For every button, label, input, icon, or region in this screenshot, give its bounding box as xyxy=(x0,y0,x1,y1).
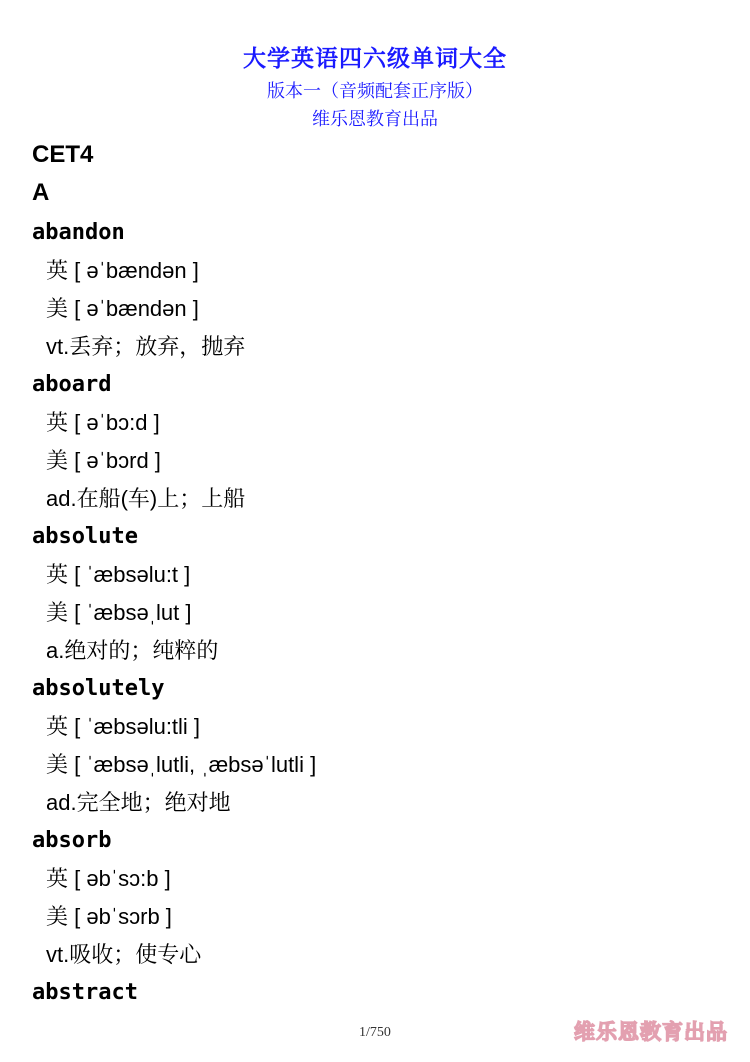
us-pronunciation: 美 [ əbˈsɔrb ] xyxy=(46,904,172,929)
definition: ad.完全地；绝对地 xyxy=(46,790,231,815)
publisher-line: 维乐恩教育出品 xyxy=(312,109,438,130)
uk-pronunciation: 英 [ əˈbɔ:d ] xyxy=(46,410,160,435)
headword: absorb xyxy=(32,828,112,853)
uk-pronunciation: 英 [ ˈæbsəlu:t ] xyxy=(46,562,191,587)
document-title: 大学英语四六级单词大全 xyxy=(243,46,507,72)
headword: abstract xyxy=(32,980,138,1005)
word-entry xyxy=(32,670,732,822)
uk-pronunciation: 英 [ əˈbændən ] xyxy=(46,258,199,283)
watermark-logo: 维乐恩教育出品 xyxy=(574,1020,728,1044)
definition: vt.丢弃；放弃，抛弃 xyxy=(46,334,246,359)
headword: absolutely xyxy=(32,676,165,701)
headword: absolute xyxy=(32,524,138,549)
uk-pronunciation: 英 [ əbˈsɔ:b ] xyxy=(46,866,171,891)
document-subtitle: 版本一（音频配套正序版） xyxy=(267,81,483,102)
level-heading: CET4 xyxy=(32,141,94,168)
word-entry xyxy=(32,974,732,1012)
word-entry xyxy=(32,822,732,974)
definition: ad.在船(车)上；上船 xyxy=(46,486,246,511)
letter-heading: A xyxy=(32,179,50,206)
us-pronunciation: 美 [ ˈæbsəˌlut ] xyxy=(46,600,192,625)
headword: aboard xyxy=(32,372,112,397)
document-header xyxy=(0,42,750,134)
definition: a.绝对的；纯粹的 xyxy=(46,638,219,663)
word-entry xyxy=(32,366,732,518)
word-entry xyxy=(32,214,732,366)
us-pronunciation: 美 [ əˈbɔrd ] xyxy=(46,448,161,473)
us-pronunciation: 美 [ əˈbændən ] xyxy=(46,296,199,321)
us-pronunciation: 美 [ ˈæbsəˌlutli, ˌæbsəˈlutli ] xyxy=(46,752,317,777)
uk-pronunciation: 英 [ ˈæbsəlu:tli ] xyxy=(46,714,201,739)
page-number: 1/750 xyxy=(359,1025,391,1040)
word-entry xyxy=(32,518,732,670)
headword: abandon xyxy=(32,220,125,245)
definition: vt.吸收；使专心 xyxy=(46,942,202,967)
word-list xyxy=(32,214,732,1012)
